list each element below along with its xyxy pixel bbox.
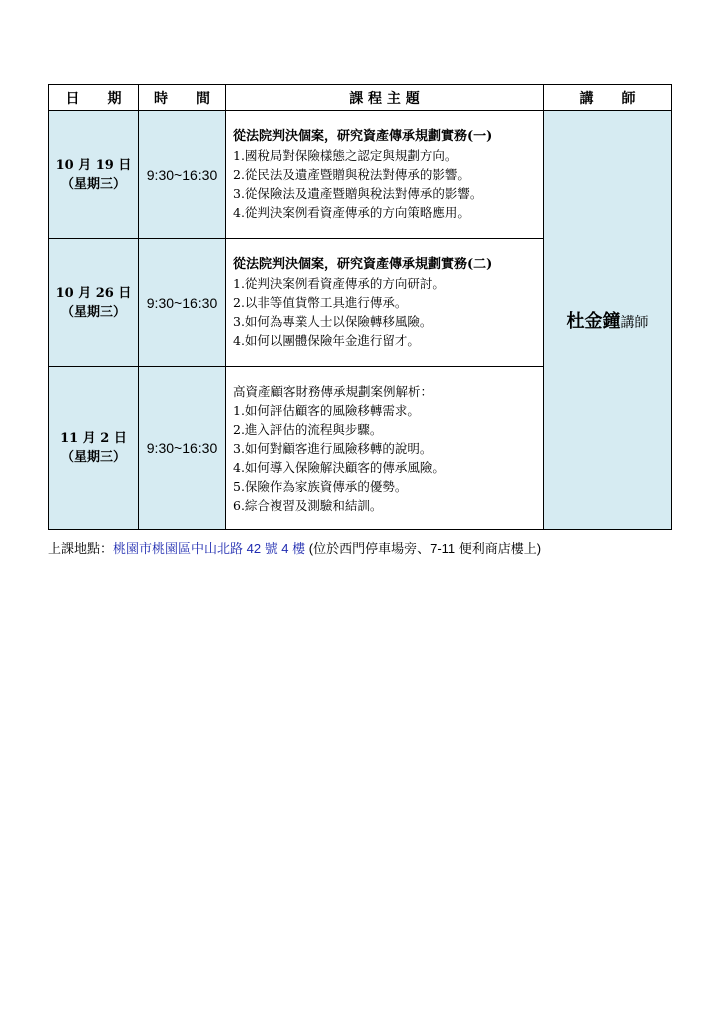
session-weekday: （星期三） [60, 450, 126, 465]
session-date: 11 月 2 日 [60, 431, 127, 446]
session-topic-cell [226, 367, 544, 530]
teacher-name: 杜金鐘 [566, 311, 621, 332]
schedule-table [48, 84, 672, 530]
session-topic-cell [226, 111, 544, 239]
header-date: 日 期 [49, 85, 139, 111]
session-item: 1.從判決案例看資產傳承的方向研討。 [233, 276, 445, 291]
header-teacher: 講 師 [544, 85, 672, 111]
session-item: 3.如何為專業人士以保險轉移風險。 [233, 314, 433, 329]
session-item: 6.綜合複習及測驗和結訓。 [233, 497, 383, 513]
session-time: 9:30~16:30 [139, 367, 226, 530]
location-note: (位於西門停車場旁、7-11 便利商店樓上) [305, 541, 542, 556]
session-item: 2.以非等值貨幣工具進行傳承。 [233, 295, 408, 310]
session-item: 2.從民法及遺產暨贈與稅法對傳承的影響。 [233, 167, 470, 182]
session-row-1 [49, 111, 672, 239]
session-item: 3.如何對顧客進行風險移轉的說明。 [233, 440, 433, 456]
session-weekday: （星期三） [60, 176, 126, 192]
session-item: 5.保險作為家族資傳承的優勢。 [233, 478, 408, 494]
session-item: 2.進入評估的流程與步驟。 [233, 421, 383, 437]
header-row [49, 85, 672, 111]
session-title: 從法院判決個案，研究資產傳承規劃實務(二) [233, 257, 493, 272]
session-date-cell [49, 239, 139, 367]
header-time: 時 間 [139, 85, 226, 111]
session-time: 9:30~16:30 [139, 111, 226, 239]
session-title: 從法院判決個案，研究資產傳承規劃實務(一) [233, 129, 493, 144]
session-item: 4.如何導入保險解決顧客的傳承風險。 [233, 459, 445, 475]
location-line [48, 538, 541, 557]
session-weekday: （星期三） [60, 304, 126, 320]
location-label: 上課地點： [48, 541, 114, 556]
location-address: 桃園市桃園區中山北路 42 號 4 樓 [113, 541, 306, 556]
session-item: 3.從保險法及遺產暨贈與稅法對傳承的影響。 [233, 186, 483, 201]
session-item: 4.從判決案例看資產傳承的方向策略應用。 [233, 205, 470, 220]
session-topic-cell [226, 239, 544, 367]
session-date-cell [49, 111, 139, 239]
session-item: 4.如何以團體保險年金進行留才。 [233, 333, 420, 348]
session-date: 10 月 19 日 [55, 157, 132, 173]
session-time: 9:30~16:30 [139, 239, 226, 367]
session-item: 1.如何評估顧客的風險移轉需求。 [233, 402, 420, 418]
session-date: 10 月 26 日 [55, 285, 132, 301]
teacher-cell [544, 111, 672, 530]
session-item: 1.國稅局對保險樣態之認定與規劃方向。 [233, 148, 458, 163]
teacher-title: 講師 [620, 315, 649, 331]
session-date-cell [49, 367, 139, 530]
session-title: 高資產顧客財務傳承規劃案例解析： [233, 383, 434, 399]
header-topic: 課 程 主 題 [226, 85, 544, 111]
